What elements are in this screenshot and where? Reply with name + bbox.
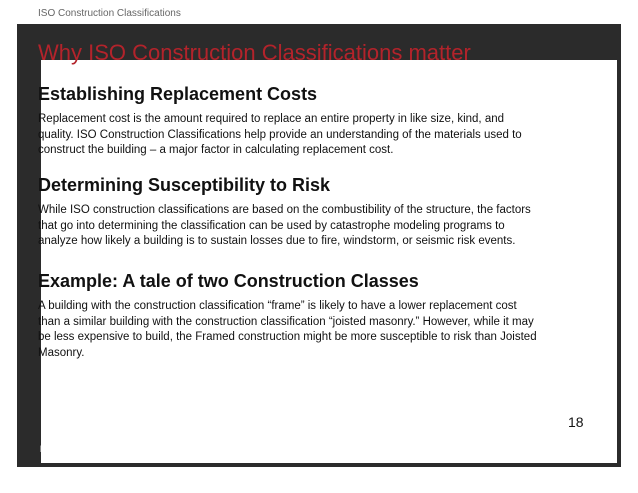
footer-copyright: Copyright © 2016 AssetWorks Inc. All Rights Reserved. bbox=[355, 444, 591, 454]
section-example bbox=[38, 271, 538, 361]
section-susceptibility-risk bbox=[38, 175, 538, 250]
section-replacement-costs bbox=[38, 84, 538, 159]
section-heading: Determining Susceptibility to Risk bbox=[38, 175, 331, 195]
section-heading: Establishing Replacement Costs bbox=[38, 84, 318, 104]
section-heading: Example: A tale of two Construction Classes bbox=[38, 271, 419, 291]
section-body: Replacement cost is the amount required to replace an entire property in like size, kind, and quality. ISO Construction Classifications help provide an understanding of the materials used to construct the building – a major factor in calculating replacement cost. bbox=[38, 113, 522, 156]
section-body: While ISO construction classifications are based on the combustibility of the structure, the factors that go into determining the classification can be used by catastrophe modeling programs to analyze how likely a building is to sustain losses due to fire, windstorm, or seismic risk events. bbox=[38, 204, 531, 247]
breadcrumb: ISO Construction Classifications bbox=[38, 8, 181, 19]
page-number: 18 bbox=[568, 414, 584, 430]
page-title: Why ISO Construction Classifications matter bbox=[38, 40, 471, 65]
footer-info-link[interactable]: For more information visit, www.assetworks.com/risk bbox=[40, 444, 269, 454]
section-body: A building with the construction classification “frame” is likely to have a lower replacement cost than a similar building with the construction classification “joisted masonry.” However, while it may be less expensive to build, the Framed construction might be more susceptible to risk than Joisted Masonry. bbox=[38, 300, 537, 359]
